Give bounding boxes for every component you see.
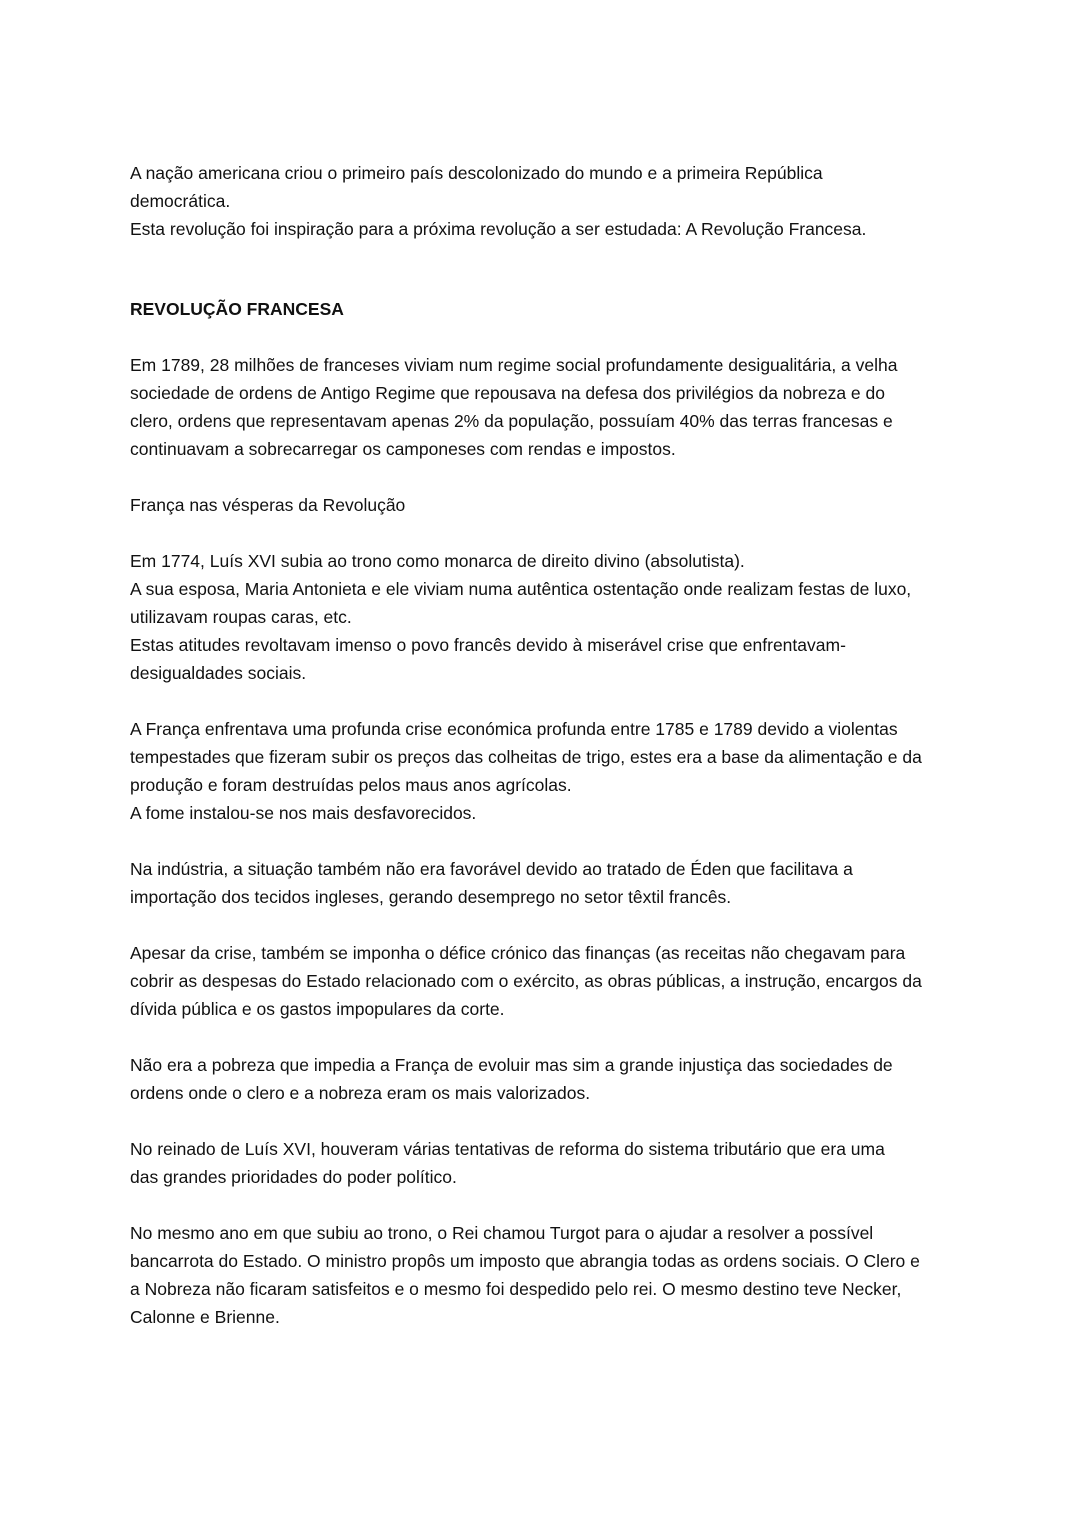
paragraph-pobreza: Não era a pobreza que impedia a França de evoluir mas sim a grande injustiça das sociedades de ordens onde o clero e a nobreza eram os mais valorizados.: [130, 1055, 893, 1103]
paragraph-fome: A fome instalou-se nos mais desfavorecidos.: [130, 803, 477, 823]
paragraph-luis-xvi-line-3: Estas atitudes revoltavam imenso o povo francês devido à miserável crise que enfrentavam- desigualdades sociais.: [130, 635, 846, 683]
section-heading: REVOLUÇÃO FRANCESA: [130, 299, 344, 319]
paragraph-1789: Em 1789, 28 milhões de franceses viviam num regime social profundamente desigualitária, a velha sociedade de ordens de Antigo Regime que repousava na defesa dos privilégios da nobreza e do clero, ordens que representavam apenas 2% da população, possuíam 40% das terras francesas e continuavam a sobrecarregar os camponeses com rendas e impostos.: [130, 355, 898, 459]
paragraph-luis-xvi-line-2: A sua esposa, Maria Antonieta e ele viviam numa autêntica ostentação onde realizam festas de luxo, utilizavam roupas caras, etc.: [130, 579, 912, 627]
subheading-vesperas: França nas vésperas da Revolução: [130, 495, 406, 515]
paragraph-luis-xvi-line-1: Em 1774, Luís XVI subia ao trono como monarca de direito divino (absolutista).: [130, 551, 745, 571]
paragraph-reinado: No reinado de Luís XVI, houveram várias tentativas de reforma do sistema tributário que era uma das grandes prioridades do poder político.: [130, 1139, 885, 1187]
paragraph-industria: Na indústria, a situação também não era favorável devido ao tratado de Éden que facilitava a importação dos tecidos ingleses, gerando desemprego no setor têxtil francês.: [130, 859, 853, 907]
intro-paragraph-2: Esta revolução foi inspiração para a próxima revolução a ser estudada: A Revolução Francesa.: [130, 219, 867, 239]
paragraph-crise-economica: A França enfrentava uma profunda crise económica profunda entre 1785 e 1789 devido a violentas tempestades que fizeram subir os preços das colheitas de trigo, estes era a base da alimentação e da produção e foram destruídas pelos maus anos agrícolas.: [130, 719, 922, 795]
intro-paragraph-1: A nação americana criou o primeiro país descolonizado do mundo e a primeira República democrática.: [130, 163, 823, 211]
paragraph-defice: Apesar da crise, também se imponha o défice crónico das finanças (as receitas não chegavam para cobrir as despesas do Estado relacionado com o exército, as obras públicas, a instrução, encargos da dívida pública e os gastos impopulares da corte.: [130, 943, 922, 1019]
paragraph-turgot: No mesmo ano em que subiu ao trono, o Rei chamou Turgot para o ajudar a resolver a possível bancarrota do Estado. O ministro propôs um imposto que abrangia todas as ordens sociais. O Clero e a Nobreza não ficaram satisfeitos e o mesmo foi despedido pelo rei. O mesmo destino teve Necker, Calonne e Brienne.: [130, 1223, 920, 1327]
document-page: [130, 159, 950, 1331]
